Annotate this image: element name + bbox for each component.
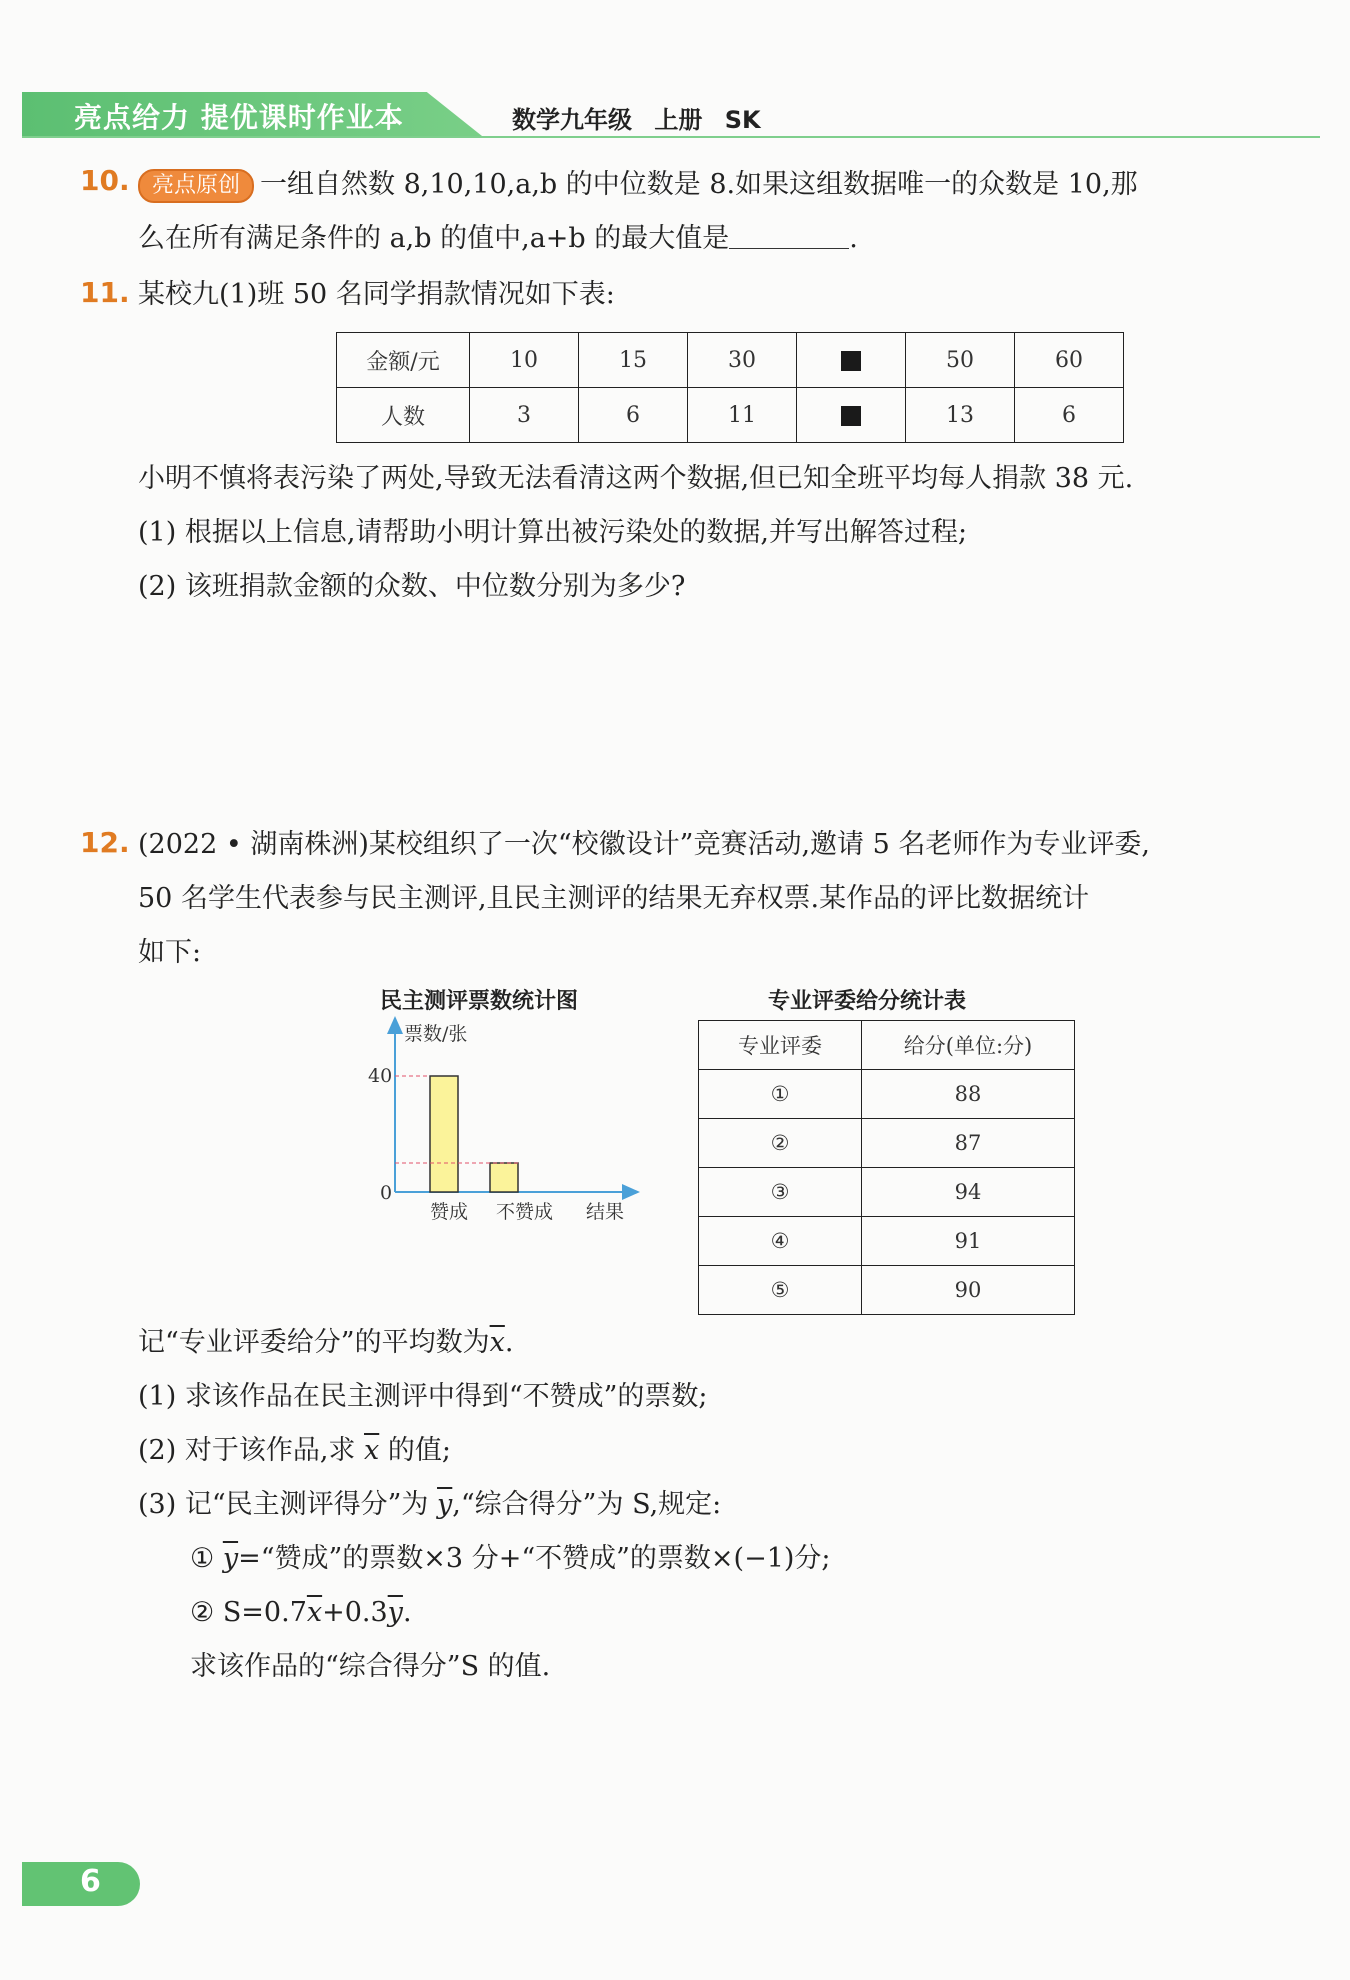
table-cell: 11	[688, 388, 797, 443]
table-row	[699, 1168, 1075, 1217]
y-bar-symbol: $\overline{y}$	[437, 1489, 453, 1520]
question-12-ask: 求该作品的“综合得分”S 的值.	[190, 1651, 551, 1682]
donation-table	[336, 332, 1124, 443]
table-cell: ④	[699, 1217, 862, 1266]
table-cell: 3	[470, 388, 579, 443]
question-11-intro: 某校九(1)班 50 名同学捐款情况如下表:	[138, 279, 615, 310]
table-cell: 金额/元	[337, 333, 470, 388]
question-11-part2: (2) 该班捐款金额的众数、中位数分别为多少?	[138, 571, 686, 602]
table-cell: ①	[699, 1070, 862, 1119]
x-bar-symbol: $\overline{x}$	[306, 1597, 323, 1628]
note-text: 记“专业评委给分”的平均数为	[138, 1327, 490, 1358]
table-cell: 50	[906, 333, 1015, 388]
table-cell: 人数	[337, 388, 470, 443]
table-cell: 94	[862, 1168, 1075, 1217]
x-bar-symbol: $\overline{x}$	[489, 1327, 505, 1358]
table-cell: 88	[862, 1070, 1075, 1119]
judges-score-table	[698, 1020, 1075, 1315]
table-header-cell: 给分(单位:分)	[862, 1021, 1075, 1070]
ink-stain-icon	[841, 406, 861, 426]
header-brand: 亮点给力 提优课时作业本	[74, 101, 404, 134]
table-row	[337, 333, 1124, 388]
table-header-cell: 专业评委	[699, 1021, 862, 1070]
header-subtitle: 数学九年级 上册 SK	[512, 106, 761, 134]
rule-2-text-b: +0.3	[322, 1597, 388, 1628]
bar-0	[430, 1076, 458, 1192]
bars-group	[430, 1076, 518, 1192]
question-10-line1	[138, 158, 1138, 212]
stained-cell	[797, 333, 906, 388]
ink-stain-icon	[841, 351, 861, 371]
question-10-line2	[138, 212, 1138, 266]
question-12-part3	[138, 1478, 831, 1532]
header-divider	[22, 136, 1320, 138]
part2-tail: 的值;	[387, 1435, 451, 1466]
table-cell: 87	[862, 1119, 1075, 1168]
rule-2-text-a: S=0.7	[222, 1597, 307, 1628]
table-row	[699, 1070, 1075, 1119]
rule-2-number: ②	[190, 1597, 215, 1628]
page-number: 6	[80, 1864, 101, 1899]
question-10-number: 10.	[80, 164, 130, 197]
bar-1	[490, 1163, 518, 1192]
question-11-number: 11.	[80, 276, 130, 309]
page-number-tab	[22, 1862, 140, 1906]
question-12-intro	[138, 818, 1150, 980]
question-10-text2: 么在所有满足条件的 a,b 的值中,a+b 的最大值是	[138, 223, 730, 254]
table-row	[337, 388, 1124, 443]
part3-text: (3) 记“民主测评得分”为	[138, 1489, 429, 1520]
question-12-note	[138, 1316, 831, 1370]
question-12-line3: 如下:	[138, 937, 202, 968]
rule-1	[138, 1532, 831, 1586]
table-cell: 10	[470, 333, 579, 388]
original-badge: 亮点原创	[138, 169, 254, 203]
table-cell: 30	[688, 333, 797, 388]
chart-title: 民主测评票数统计图	[380, 989, 579, 1014]
question-12-part2	[138, 1424, 831, 1478]
note-period: .	[504, 1327, 514, 1358]
table-header-row	[699, 1021, 1075, 1070]
rule-1-text: =“赞成”的票数×3 分+“不赞成”的票数×(−1)分;	[238, 1543, 831, 1574]
category-label-1: 不赞成	[496, 1201, 554, 1223]
rule-1-number: ①	[190, 1543, 215, 1574]
vote-bar-chart	[360, 1016, 650, 1226]
question-12-part1: (1) 求该作品在民主测评中得到“不赞成”的票数;	[138, 1381, 708, 1412]
table-cell: 60	[1015, 333, 1124, 388]
category-label-0: 赞成	[430, 1201, 469, 1223]
table-row	[699, 1217, 1075, 1266]
question-12-body	[138, 1316, 831, 1694]
question-12-line1: (2022 • 湖南株洲)某校组织了一次“校徽设计”竞赛活动,邀请 5 名老师作为专业评委,	[138, 829, 1150, 860]
table-row	[699, 1266, 1075, 1315]
question-10	[138, 158, 1138, 266]
question-11-text1: 小明不慎将表污染了两处,导致无法看清这两个数据,但已知全班平均每人捐款 38 元.	[138, 463, 1134, 494]
table-cell: 91	[862, 1217, 1075, 1266]
y-bar-symbol: $\overline{y}$	[222, 1543, 239, 1574]
stained-cell	[797, 388, 906, 443]
question-10-text1: 一组自然数 8,10,10,a,b 的中位数是 8.如果这组数据唯一的众数是 10,那	[260, 169, 1138, 200]
question-11-body	[138, 452, 1133, 614]
question-11-part1: (1) 根据以上信息,请帮助小明计算出被污染处的数据,并写出解答过程;	[138, 517, 968, 548]
question-12-line2: 50 名学生代表参与民主测评,且民主测评的结果无弃权票.某作品的评比数据统计	[138, 883, 1090, 914]
rule-2-period: .	[402, 1597, 412, 1628]
x-axis-label: 结果	[586, 1201, 625, 1223]
table-cell: ⑤	[699, 1266, 862, 1315]
answer-blank[interactable]	[729, 218, 849, 249]
table-cell: 6	[1015, 388, 1124, 443]
table-cell: ②	[699, 1119, 862, 1168]
table-cell: 90	[862, 1266, 1075, 1315]
y-tick-zero: 0	[380, 1182, 393, 1204]
y-axis-label: 票数/张	[404, 1023, 468, 1045]
y-tick-top: 40	[368, 1065, 393, 1087]
table-cell: 13	[906, 388, 1015, 443]
table-row	[699, 1119, 1075, 1168]
part2-text: (2) 对于该作品,求	[138, 1435, 356, 1466]
rule-2	[138, 1586, 831, 1640]
table-cell: 15	[579, 333, 688, 388]
part3-tail: ,“综合得分”为 S,规定:	[452, 1489, 722, 1520]
question-10-period: .	[849, 223, 858, 254]
x-bar-symbol: $\overline{x}$	[364, 1435, 380, 1466]
y-bar-symbol: $\overline{y}$	[387, 1597, 403, 1628]
judges-table-title: 专业评委给分统计表	[768, 989, 967, 1014]
question-12-number: 12.	[80, 826, 130, 859]
table-cell: 6	[579, 388, 688, 443]
table-cell: ③	[699, 1168, 862, 1217]
